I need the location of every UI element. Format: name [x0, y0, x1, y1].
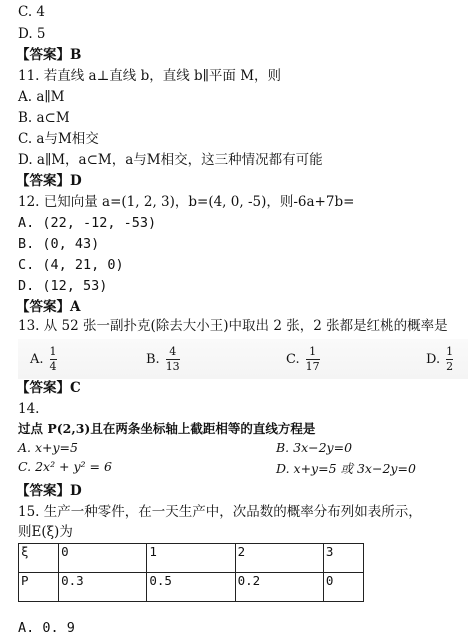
option-text: C. a与M相交: [18, 131, 99, 147]
table-cell: 1: [147, 544, 235, 573]
question-13: 13. 从 52 张一副扑克(除去大小王)中取出 2 张，2 张都是红桃的概率是: [18, 318, 448, 334]
q14-option-c: C. 2x² + y² = 6: [18, 459, 112, 474]
option-letter: A.: [30, 351, 44, 367]
q14-option-b: B. 3x−2y=0: [276, 440, 353, 455]
option-text: C. 4: [18, 4, 46, 20]
question-15-cont: 则E(ξ)为: [18, 524, 73, 540]
table-row: [19, 573, 364, 602]
question-12: 12. 已知向量 a=(1, 2, 3)，b=(4, 0, -5)，则-6a+7b=: [18, 194, 355, 210]
numerator: 1: [49, 344, 57, 358]
table-row: [19, 544, 364, 573]
q13-option-c: [286, 339, 320, 379]
q14-options: [18, 440, 438, 480]
denominator: 2: [446, 359, 454, 373]
answer-label: 【答案】B: [16, 47, 82, 63]
option-letter: B.: [146, 351, 160, 367]
table-cell: 0.2: [235, 573, 323, 602]
option-text: D. a∥M，a⊂M，a与M相交，这三种情况都有可能: [18, 152, 323, 168]
q13-option-b: [146, 339, 180, 379]
answer-label: 【答案】D: [16, 483, 82, 499]
option-text: B. a⊂M: [18, 110, 70, 126]
option-text: A. 0. 9: [18, 620, 75, 636]
table-cell: 0.5: [147, 573, 235, 602]
q14-option-d: D. x+y=5 或 3x−2y=0: [276, 461, 416, 476]
q13-options: [18, 339, 468, 379]
option-text: A. a∥M: [18, 89, 65, 105]
option-text: D. 5: [18, 26, 46, 42]
table-cell: 3: [323, 544, 363, 573]
option-text: A. (22, -12, -53): [18, 215, 157, 231]
denominator: 13: [165, 359, 180, 373]
option-letter: D.: [426, 351, 441, 367]
table-cell: ξ: [19, 544, 59, 573]
fraction: [50, 346, 57, 373]
table-cell: 2: [235, 544, 323, 573]
question-11: 11. 若直线 a⊥直线 b，直线 b∥平面 M，则: [18, 68, 282, 84]
question-14: 14.: [18, 401, 40, 417]
table-cell: P: [19, 573, 59, 602]
q14-option-a: A. x+y=5: [18, 440, 78, 455]
numerator: 4: [169, 344, 177, 358]
question-14-stem: 过点 P(2,3)且在两条坐标轴上截距相等的直线方程是: [18, 421, 316, 436]
fraction: [446, 346, 453, 373]
option-text: D. (12, 53): [18, 278, 108, 294]
option-text: C. (4, 21, 0): [18, 257, 124, 273]
table-cell: 0: [59, 544, 147, 573]
numerator: 1: [309, 344, 317, 358]
distribution-table: [18, 543, 364, 602]
denominator: 4: [49, 359, 57, 373]
answer-label: 【答案】D: [16, 173, 82, 189]
answer-label: 【答案】C: [16, 380, 81, 396]
fraction: [166, 346, 180, 373]
numerator: 1: [446, 344, 454, 358]
fraction: [306, 346, 320, 373]
option-letter: C.: [286, 351, 300, 367]
q13-option-a: [30, 339, 57, 379]
question-15: 15. 生产一种零件，在一天生产中，次品数的概率分布列如表所示，: [18, 504, 422, 520]
denominator: 17: [305, 359, 320, 373]
table-cell: 0: [323, 573, 363, 602]
q13-option-d: [426, 339, 453, 379]
answer-label: 【答案】A: [16, 299, 81, 315]
option-text: B. (0, 43): [18, 236, 100, 252]
table-cell: 0.3: [59, 573, 147, 602]
